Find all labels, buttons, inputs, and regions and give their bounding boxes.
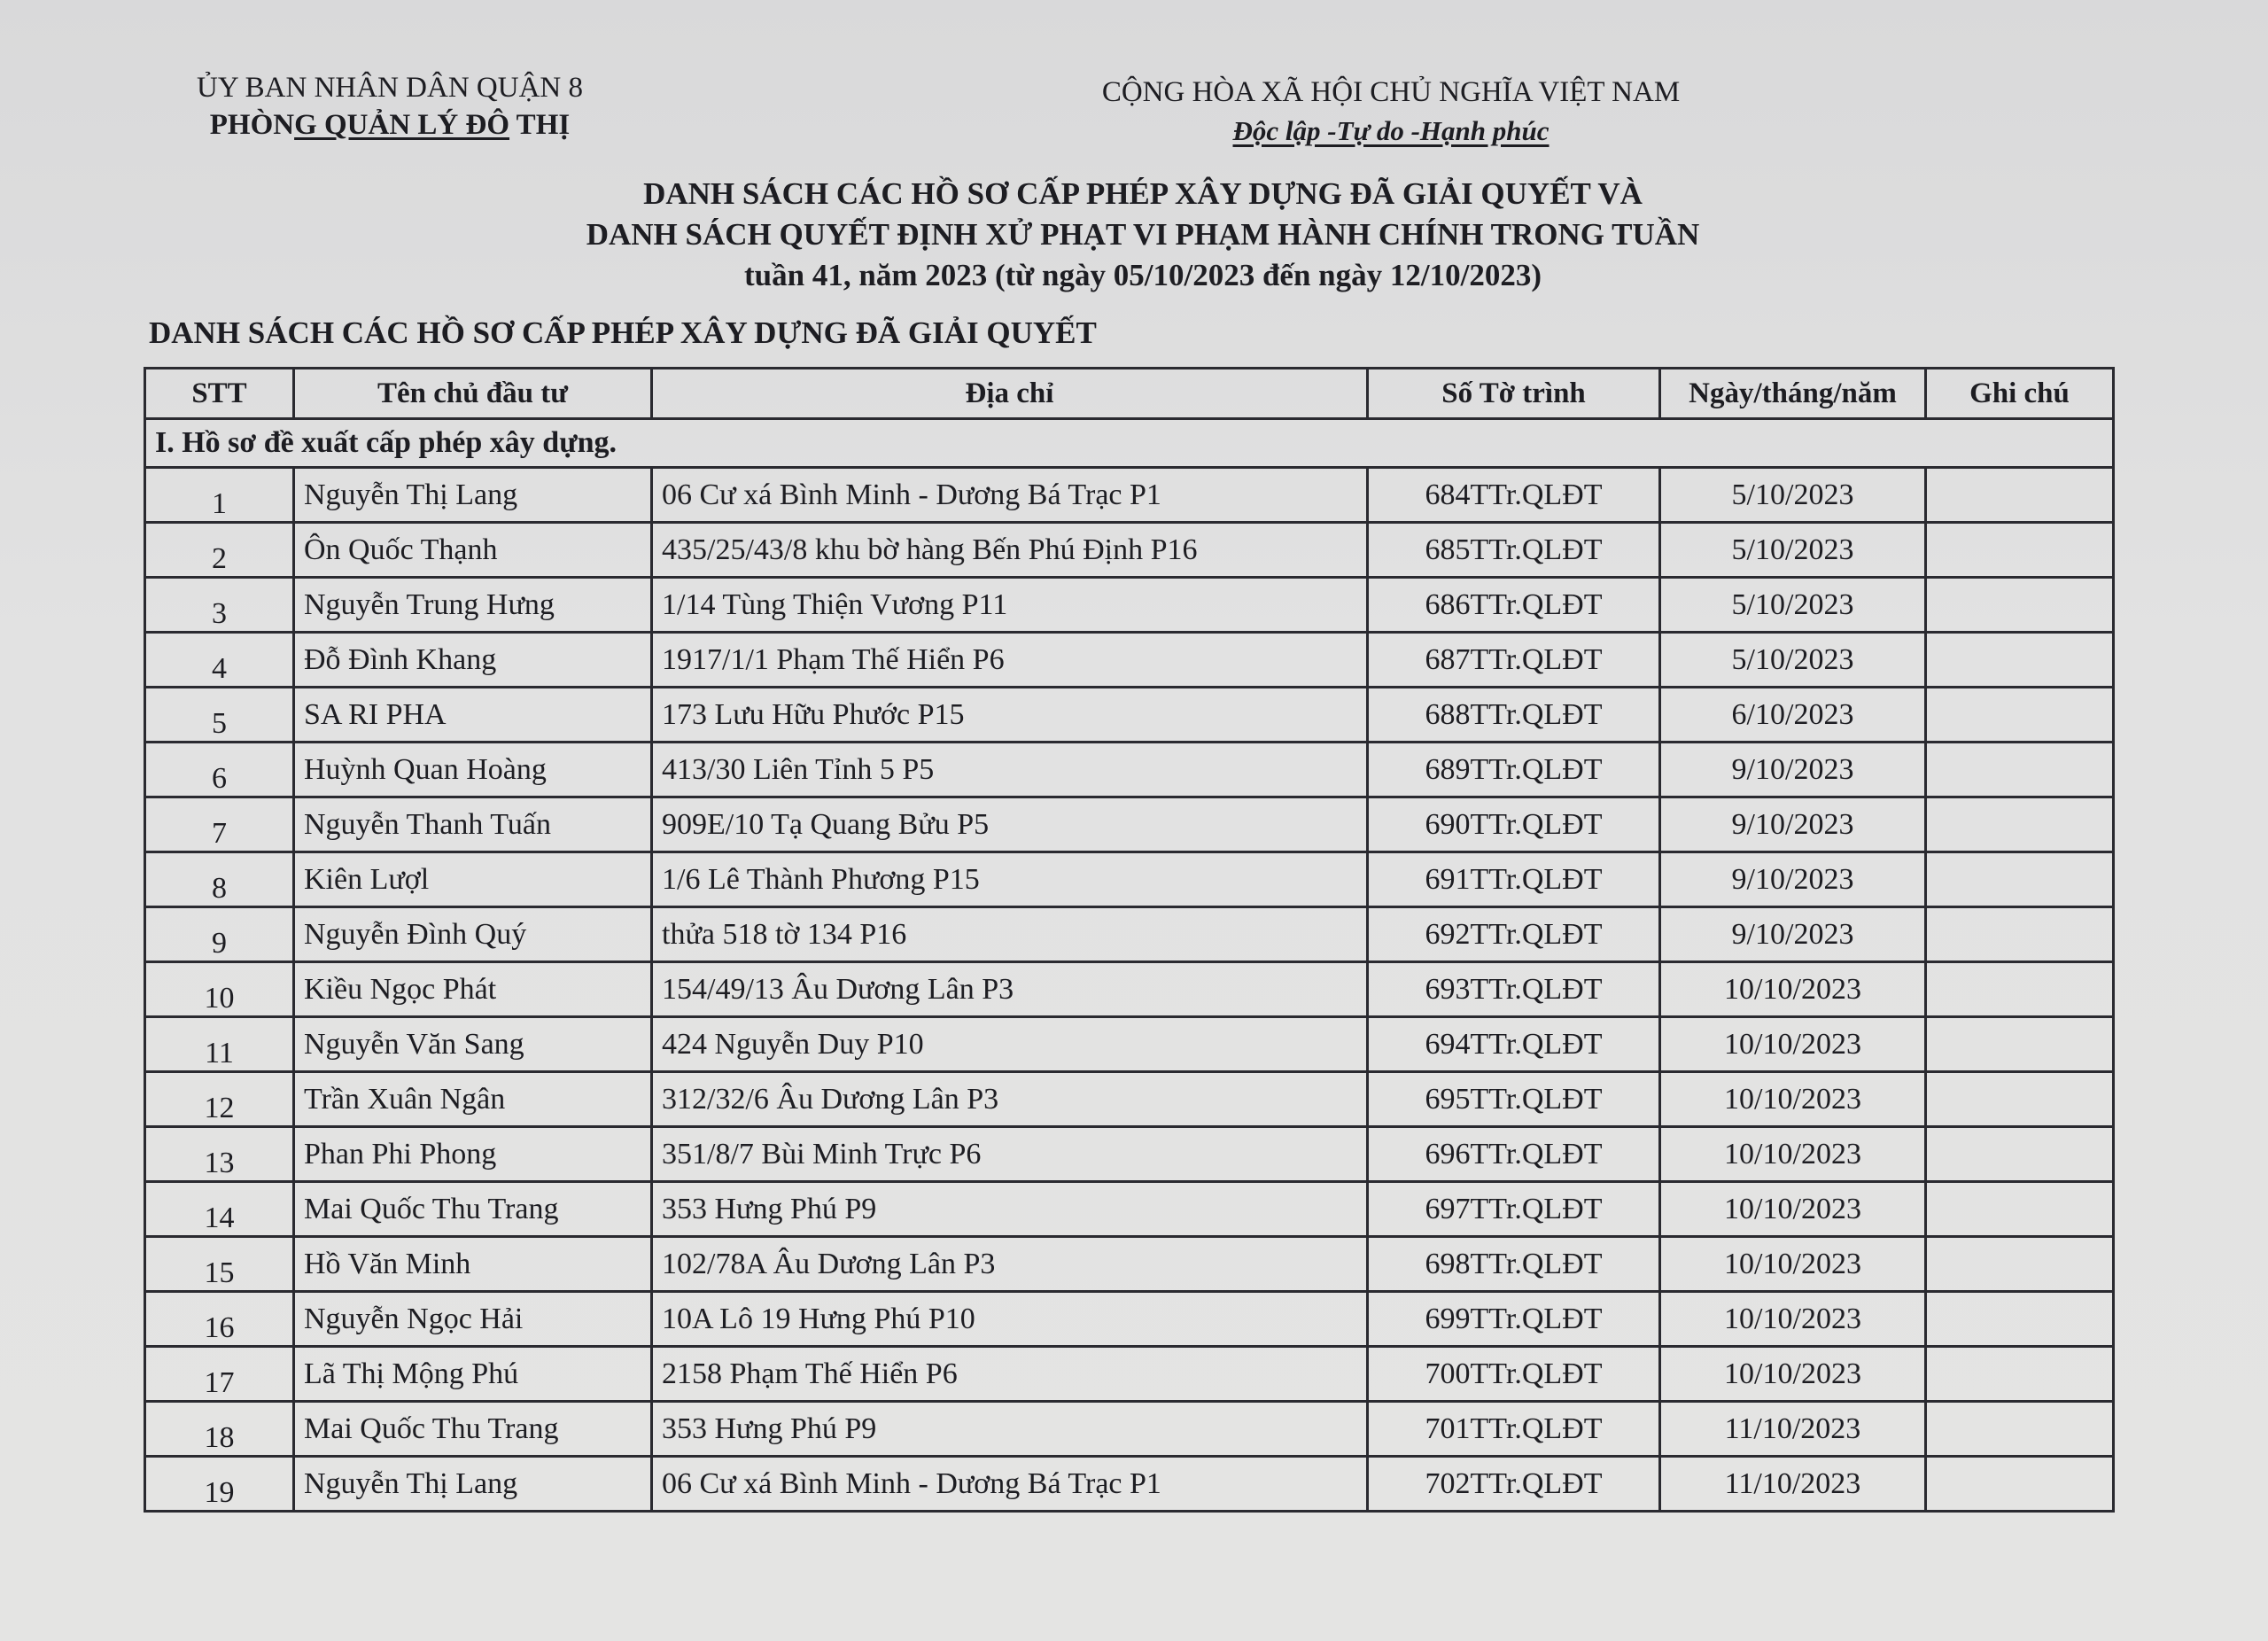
row-date: 9/10/2023 xyxy=(1660,852,1926,907)
row-note xyxy=(1926,578,2114,633)
issuing-agency-header xyxy=(142,69,638,144)
row-stt: 14 xyxy=(145,1182,294,1237)
row-stt: 9 xyxy=(145,907,294,962)
row-doc-number: 696TTr.QLĐT xyxy=(1368,1127,1660,1182)
table-row xyxy=(145,578,2114,633)
row-note xyxy=(1926,1292,2114,1347)
row-stt: 3 xyxy=(145,578,294,633)
section-title: DANH SÁCH CÁC HỒ SƠ CẤP PHÉP XÂY DỰNG ĐÃ GIẢI QUYẾT xyxy=(149,315,1097,350)
row-stt: 6 xyxy=(145,743,294,797)
row-date: 11/10/2023 xyxy=(1660,1402,1926,1457)
table-row xyxy=(145,962,2114,1017)
row-address: 424 Nguyễn Duy P10 xyxy=(652,1017,1368,1072)
row-date: 5/10/2023 xyxy=(1660,523,1926,578)
row-address: 10A Lô 19 Hưng Phú P10 xyxy=(652,1292,1368,1347)
row-doc-number: 699TTr.QLĐT xyxy=(1368,1292,1660,1347)
row-owner-name: Lã Thị Mộng Phú xyxy=(294,1347,652,1402)
row-owner-name: Nguyễn Đình Quý xyxy=(294,907,652,962)
row-note xyxy=(1926,633,2114,688)
row-date: 10/10/2023 xyxy=(1660,1347,1926,1402)
table-row xyxy=(145,1072,2114,1127)
row-stt: 18 xyxy=(145,1402,294,1457)
header-stt: STT xyxy=(145,369,294,419)
national-motto-header xyxy=(1045,73,1736,151)
row-owner-name: Mai Quốc Thu Trang xyxy=(294,1182,652,1237)
row-doc-number: 698TTr.QLĐT xyxy=(1368,1237,1660,1292)
document-title xyxy=(461,174,1825,296)
row-owner-name: Huỳnh Quan Hoàng xyxy=(294,743,652,797)
row-note xyxy=(1926,1127,2114,1182)
row-doc-number: 702TTr.QLĐT xyxy=(1368,1457,1660,1512)
row-doc-number: 695TTr.QLĐT xyxy=(1368,1072,1660,1127)
row-date: 5/10/2023 xyxy=(1660,468,1926,523)
row-address: thửa 518 tờ 134 P16 xyxy=(652,907,1368,962)
country-name: CỘNG HÒA XÃ HỘI CHỦ NGHĨA VIỆT NAM xyxy=(1101,76,1681,108)
row-owner-name: Đỗ Đình Khang xyxy=(294,633,652,688)
row-address: 173 Lưu Hữu Phước P15 xyxy=(652,688,1368,743)
row-owner-name: Mai Quốc Thu Trang xyxy=(294,1402,652,1457)
row-doc-number: 688TTr.QLĐT xyxy=(1368,688,1660,743)
table-row xyxy=(145,468,2114,523)
row-address: 312/32/6 Âu Dương Lân P3 xyxy=(652,1072,1368,1127)
row-owner-name: Phan Phi Phong xyxy=(294,1127,652,1182)
row-doc-number: 686TTr.QLĐT xyxy=(1368,578,1660,633)
row-stt: 13 xyxy=(145,1127,294,1182)
row-doc-number: 690TTr.QLĐT xyxy=(1368,797,1660,852)
agency-line-1: ỦY BAN NHÂN DÂN QUẬN 8 xyxy=(196,72,583,104)
national-motto: Độc lập -Tự do -Hạnh phúc xyxy=(1232,115,1550,146)
row-date: 9/10/2023 xyxy=(1660,797,1926,852)
row-date: 5/10/2023 xyxy=(1660,578,1926,633)
row-stt: 1 xyxy=(145,468,294,523)
group-label: I. Hồ sơ đề xuất cấp phép xây dựng. xyxy=(145,419,2114,468)
row-doc-number: 684TTr.QLĐT xyxy=(1368,468,1660,523)
row-stt: 12 xyxy=(145,1072,294,1127)
row-note xyxy=(1926,962,2114,1017)
row-stt: 7 xyxy=(145,797,294,852)
row-doc-number: 693TTr.QLĐT xyxy=(1368,962,1660,1017)
row-note xyxy=(1926,852,2114,907)
table-row xyxy=(145,797,2114,852)
row-note xyxy=(1926,797,2114,852)
header-date: Ngày/tháng/năm xyxy=(1660,369,1926,419)
row-owner-name: Nguyễn Thanh Tuấn xyxy=(294,797,652,852)
table-row xyxy=(145,1292,2114,1347)
row-date: 6/10/2023 xyxy=(1660,688,1926,743)
title-line-3: tuần 41, năm 2023 (từ ngày 05/10/2023 đến ngày 12/10/2023) xyxy=(744,258,1542,292)
row-date: 11/10/2023 xyxy=(1660,1457,1926,1512)
row-doc-number: 692TTr.QLĐT xyxy=(1368,907,1660,962)
agency-line-2-pre: PHÒN xyxy=(209,109,295,141)
row-stt: 8 xyxy=(145,852,294,907)
row-owner-name: Kiều Ngọc Phát xyxy=(294,962,652,1017)
table-row xyxy=(145,688,2114,743)
row-date: 10/10/2023 xyxy=(1660,1072,1926,1127)
row-stt: 17 xyxy=(145,1347,294,1402)
row-address: 353 Hưng Phú P9 xyxy=(652,1182,1368,1237)
row-owner-name: Kiên Lượl xyxy=(294,852,652,907)
row-stt: 5 xyxy=(145,688,294,743)
row-doc-number: 701TTr.QLĐT xyxy=(1368,1402,1660,1457)
row-address: 1917/1/1 Phạm Thế Hiển P6 xyxy=(652,633,1368,688)
row-address: 435/25/43/8 khu bờ hàng Bến Phú Định P16 xyxy=(652,523,1368,578)
table-header-row xyxy=(145,369,2114,419)
row-owner-name: Trần Xuân Ngân xyxy=(294,1072,652,1127)
table-row xyxy=(145,1402,2114,1457)
row-stt: 10 xyxy=(145,962,294,1017)
table-row xyxy=(145,1457,2114,1512)
row-stt: 19 xyxy=(145,1457,294,1512)
row-date: 10/10/2023 xyxy=(1660,1127,1926,1182)
agency-line-2 xyxy=(142,106,638,144)
table-row xyxy=(145,633,2114,688)
row-note xyxy=(1926,523,2114,578)
row-date: 10/10/2023 xyxy=(1660,962,1926,1017)
row-note xyxy=(1926,1402,2114,1457)
row-date: 5/10/2023 xyxy=(1660,633,1926,688)
row-address: 06 Cư xá Bình Minh - Dương Bá Trạc P1 xyxy=(652,468,1368,523)
row-date: 9/10/2023 xyxy=(1660,743,1926,797)
row-address: 06 Cư xá Bình Minh - Dương Bá Trạc P1 xyxy=(652,1457,1368,1512)
row-stt: 4 xyxy=(145,633,294,688)
row-owner-name: Ôn Quốc Thạnh xyxy=(294,523,652,578)
row-address: 154/49/13 Âu Dương Lân P3 xyxy=(652,962,1368,1017)
row-doc-number: 685TTr.QLĐT xyxy=(1368,523,1660,578)
row-stt: 16 xyxy=(145,1292,294,1347)
row-address: 102/78A Âu Dương Lân P3 xyxy=(652,1237,1368,1292)
row-doc-number: 697TTr.QLĐT xyxy=(1368,1182,1660,1237)
row-owner-name: Nguyễn Ngọc Hải xyxy=(294,1292,652,1347)
row-doc-number: 691TTr.QLĐT xyxy=(1368,852,1660,907)
row-note xyxy=(1926,907,2114,962)
row-stt: 11 xyxy=(145,1017,294,1072)
row-owner-name: SA RI PHA xyxy=(294,688,652,743)
permit-table xyxy=(144,367,2115,1513)
agency-line-2-underlined: G QUẢN LÝ ĐÔ xyxy=(294,109,510,141)
row-date: 10/10/2023 xyxy=(1660,1292,1926,1347)
table-row xyxy=(145,743,2114,797)
row-date: 9/10/2023 xyxy=(1660,907,1926,962)
row-address: 413/30 Liên Tỉnh 5 P5 xyxy=(652,743,1368,797)
table-row xyxy=(145,907,2114,962)
row-note xyxy=(1926,1457,2114,1512)
table-row xyxy=(145,1182,2114,1237)
row-address: 909E/10 Tạ Quang Bửu P5 xyxy=(652,797,1368,852)
table-row xyxy=(145,1127,2114,1182)
row-date: 10/10/2023 xyxy=(1660,1182,1926,1237)
row-doc-number: 694TTr.QLĐT xyxy=(1368,1017,1660,1072)
row-owner-name: Nguyễn Văn Sang xyxy=(294,1017,652,1072)
title-line-2: DANH SÁCH QUYẾT ĐỊNH XỬ PHẠT VI PHẠM HÀNH CHÍNH TRONG TUẦN xyxy=(586,217,1700,252)
row-note xyxy=(1926,468,2114,523)
row-note xyxy=(1926,1237,2114,1292)
agency-line-2-post: THỊ xyxy=(509,109,571,141)
row-doc-number: 689TTr.QLĐT xyxy=(1368,743,1660,797)
table-row xyxy=(145,1237,2114,1292)
row-address: 1/14 Tùng Thiện Vương P11 xyxy=(652,578,1368,633)
row-owner-name: Nguyễn Thị Lang xyxy=(294,1457,652,1512)
header-note: Ghi chú xyxy=(1926,369,2114,419)
row-address: 1/6 Lê Thành Phương P15 xyxy=(652,852,1368,907)
row-note xyxy=(1926,743,2114,797)
row-address: 351/8/7 Bùi Minh Trực P6 xyxy=(652,1127,1368,1182)
group-row xyxy=(145,419,2114,468)
row-date: 10/10/2023 xyxy=(1660,1237,1926,1292)
title-line-1: DANH SÁCH CÁC HỒ SƠ CẤP PHÉP XÂY DỰNG ĐÃ GIẢI QUYẾT VÀ xyxy=(643,176,1643,211)
table-row xyxy=(145,1347,2114,1402)
row-date: 10/10/2023 xyxy=(1660,1017,1926,1072)
row-doc-number: 687TTr.QLĐT xyxy=(1368,633,1660,688)
row-note xyxy=(1926,1347,2114,1402)
row-note xyxy=(1926,1017,2114,1072)
header-address: Địa chỉ xyxy=(652,369,1368,419)
header-owner: Tên chủ đầu tư xyxy=(294,369,652,419)
header-doc-number: Số Tờ trình xyxy=(1368,369,1660,419)
row-stt: 15 xyxy=(145,1237,294,1292)
row-doc-number: 700TTr.QLĐT xyxy=(1368,1347,1660,1402)
row-owner-name: Nguyễn Thị Lang xyxy=(294,468,652,523)
row-owner-name: Nguyễn Trung Hưng xyxy=(294,578,652,633)
row-note xyxy=(1926,1182,2114,1237)
row-note xyxy=(1926,688,2114,743)
row-note xyxy=(1926,1072,2114,1127)
table-row xyxy=(145,1017,2114,1072)
row-stt: 2 xyxy=(145,523,294,578)
row-address: 2158 Phạm Thế Hiển P6 xyxy=(652,1347,1368,1402)
table-row xyxy=(145,852,2114,907)
row-owner-name: Hồ Văn Minh xyxy=(294,1237,652,1292)
table-row xyxy=(145,523,2114,578)
row-address: 353 Hưng Phú P9 xyxy=(652,1402,1368,1457)
